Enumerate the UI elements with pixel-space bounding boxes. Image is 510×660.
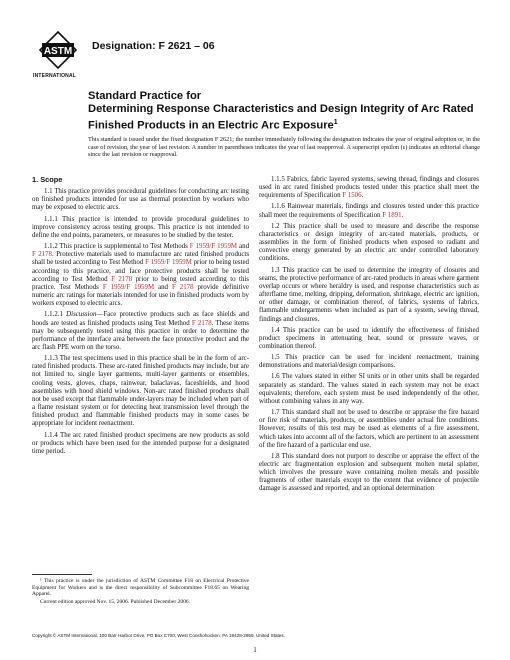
copyright-line: Copyright © ASTM International, 100 Barr Harbor Drive, PO Box C700, West Conshohocken, PA 19428-2959, United States. <box>32 633 285 638</box>
reference-link[interactable]: F 2178 <box>111 275 133 283</box>
text-span: provide definitive numeric arc ratings for materials intended for use in finished products worn by workers exposed to electric arcs. <box>32 283 249 308</box>
paragraph-1-1-2-1 <box>32 311 249 352</box>
paragraph-1-4: 1.4 This practice can be used to identify the effectiveness of finished product specimens in attenuating heat, sound or pressure waves, or combination thereof. <box>259 326 479 350</box>
reference-link[interactable]: F 1959/F 1959M <box>145 259 192 267</box>
document-title <box>88 103 483 133</box>
paragraph-1-1-3: 1.1.3 The test specimens used in this practice shall be in the form of arc-rated finished products. These arc-rated finished products may include, but are not limited to, single layer garments, multi-layer garments or ensembles, cooling vests, gloves, chaps, rainwear, balaclavas, faceshields, and hood assemblies with hood shield windows. Non-arc rated finished products shall not be used except that flammable under-layers may be included when part of a flame resistant system or for detecting heat transmission level through the finished product and flammable finished products may in some cases be appropriate for incident reenactment. <box>32 355 249 428</box>
paragraph-1-2: 1.2 This practice shall be used to measure and describe the response characteristics or design integrity of arc-rated materials, products, or assemblies in the form of finished products when exposed to radiant and convective energy generated by an electric arc under controlled laboratory conditions. <box>259 222 479 263</box>
text-span: . <box>361 192 364 200</box>
discussion-label: Discussion <box>66 311 97 319</box>
paragraph-1-1-2 <box>32 243 249 308</box>
paragraph-1-6: 1.6 The values stated in either SI units or in other units shall be regarded separately as standard. The values stated in each system may not be exact equivalents; therefore, each system must be used independently of the other, without combining values in any way. <box>259 373 479 405</box>
text-span: and <box>154 283 172 291</box>
paragraph-1-1-6 <box>259 203 479 219</box>
reference-link[interactable]: F 1506 <box>342 192 362 200</box>
logo-text: ASTM <box>43 46 73 57</box>
reference-link[interactable]: F 1959/F 1959M <box>189 243 238 251</box>
page-number: 1 <box>253 646 257 654</box>
paragraph-1-1: 1.1 This practice provides procedural guidelines for conducting arc testing on finished products intended for use as thermal protection by workers who may be exposed to electric arcs. <box>32 188 249 212</box>
reference-link[interactable]: F 1891 <box>382 211 402 219</box>
reference-link[interactable]: F 2178 <box>171 283 194 291</box>
reference-link[interactable]: F 2178 <box>32 251 53 259</box>
standard-note: This standard is issued under the fixed designation F 2621; the number immediately following the designation indicates the year of original adoption or, in the case of revision, the year of last revision. A number in parentheses indicates the year of last reapproval. A superscript epsilon (ε) indicates an editorial change since the last revision or reapproval. <box>88 136 480 159</box>
footnote <box>32 578 249 606</box>
reference-link[interactable]: F 1959/F 1959M <box>102 283 155 291</box>
footnote-2: Current edition approved Nov. 15, 2006. Published December 2006. <box>40 598 190 605</box>
footnote-1: ¹ This practice is under the jurisdiction of ASTM Committee F18 on Electrical Protective Equipment for Workers and is the direct responsibility of Subcommittee F18.65 on Wearing Apparel. <box>32 578 249 598</box>
title-text: Determining Response Characteristics and Design Integrity of Arc Rated Finished Products in an Electric Arc Exposure <box>88 103 474 132</box>
text-span: 1.1.2.1 <box>44 311 67 319</box>
title-block <box>88 90 483 133</box>
text-span: —Face protective products such as face shields and hoods are tested as finished products using Test Method <box>32 311 250 327</box>
text-span: 1.1.6 Rainwear materials, findings and closures tested under this practice shall meet the requirements of Specification <box>259 203 479 219</box>
paragraph-1-5: 1.5 This practice can be used for incident reenactment, training demonstrations and material/design comparisons. <box>259 354 479 370</box>
section-heading: 1. Scope <box>32 175 63 184</box>
text-span: . Protective materials used to manufacture arc rated finished products shall be tested according to Test Method <box>32 251 250 267</box>
text-span: prior to being tested according to this practice, and face protective products shall be tested according to Test Method <box>32 259 250 283</box>
astm-logo <box>36 30 80 72</box>
paragraph-1-1-1: 1.1.1 This practice is intended to provide procedural guidelines to improve consistency across testing groups. This practice is not intended to define the end points, parameters, or measures to be studied by the tester. <box>32 215 249 239</box>
designation: Designation: F 2621 – 06 <box>92 40 215 52</box>
paragraph-1-7: 1.7 This standard shall not be used to describe or appraise the fire hazard or fire risk of materials, products, or assemblies under actual fire conditions. However, results of this test may be used as elements of a fire assessment, which takes into account all of the factors, which are pertinent to an assessment of the fire hazard of a particular end use. <box>259 409 479 449</box>
title-pre: Standard Practice for <box>88 90 202 102</box>
logo-subtitle: INTERNATIONAL <box>33 73 77 79</box>
paragraph-1-3: 1.3 This practice can be used to determine the integrity of closures and seams, the protective performance of arc-rated products in areas where garment overlap occurs or where heraldry is used, and response characteristics such as afterflame time, melting, dripping, deformation, shrinkage, electric arc ignition, or other damage, or combination thereof, of fabrics, systems of fabrics, flammable undergarments when included as part of a system, sewing thread, findings and closures. <box>259 266 479 323</box>
left-column <box>32 176 249 459</box>
title-footnote-mark: 1 <box>333 119 338 126</box>
text-span: . <box>401 211 404 219</box>
reference-link[interactable]: F 2178 <box>191 319 212 327</box>
paragraph-1-1-5 <box>259 176 479 200</box>
text-span: prior to being tested according to this practice. Test Methods <box>32 275 249 291</box>
text-span: and <box>237 243 250 251</box>
right-column <box>259 176 479 497</box>
text-span: . These items may be subsequently tested using this practice in order to determine the performance of the interface area between the face protective product and the arc flash PPE worn on the torso. <box>32 319 249 351</box>
paragraph-1-1-4: 1.1.4 The arc rated finished product specimens are new products as sold or products which have been used for the intended purpose for a designated time period. <box>32 431 249 455</box>
footnote-divider <box>32 574 92 575</box>
text-span: 1.1.2 This practice is supplemental to Test Methods <box>44 243 190 251</box>
text-span: 1.1.5 Fabrics, fabric layered systems, sewing thread, findings and closures used in arc rated finished products tested under this practice shall meet the requirements of Specification <box>259 176 479 200</box>
paragraph-1-8: 1.8 This standard does not purport to describe or appraise the effect of the electric arc fragmentation explosion and subsequent molten metal splatter, which involves the pressure wave containing molten metals and possible fragments of other materials except to the extent that evidence of projectile damage is assessed and reported, and an optional determination <box>259 452 479 493</box>
